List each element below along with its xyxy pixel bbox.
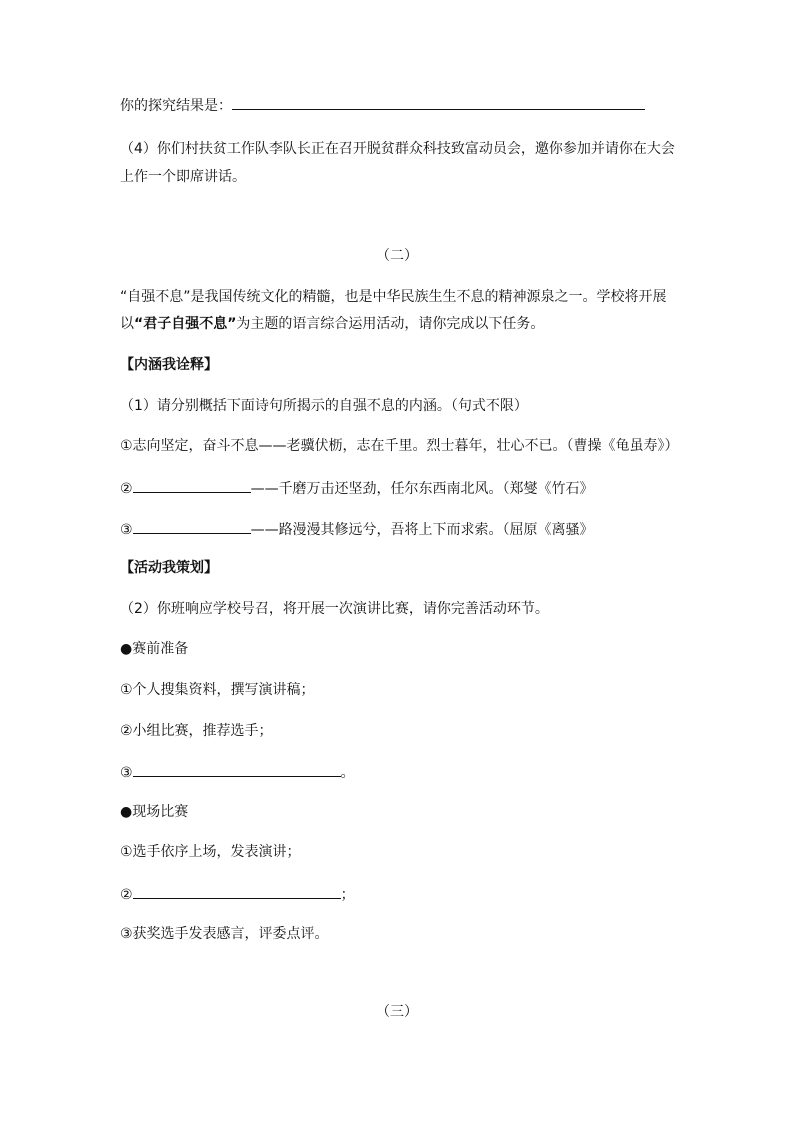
- prep-item-3-number: ③: [120, 765, 133, 781]
- live-title: ●现场比赛: [120, 804, 189, 820]
- live-item-2-answer-blank[interactable]: [133, 884, 341, 899]
- item-2-text: ——千磨万击还坚劲，任尔东西南北风。（郑燮《竹石》: [250, 481, 594, 497]
- live-item-2-end: ；: [340, 887, 355, 903]
- live-item-2: [120, 884, 355, 904]
- question-1-item-2: [120, 478, 594, 498]
- section-3-heading: （三）: [376, 1004, 418, 1020]
- live-item-3: ③获奖选手发表感言，评委点评。: [120, 926, 329, 942]
- prep-item-3: [120, 762, 355, 782]
- item-2-answer-blank[interactable]: [133, 478, 251, 493]
- intro-line-1: “自强不息”是我国传统文化的精髓，也是中华民族生生不息的精神源泉之一。学校将开展: [120, 289, 667, 305]
- question-1-item-1: ①志向坚定，奋斗不息——老骥伏枥，志在千里。烈士暮年，壮心不已。（曹操《龟虽寿》）: [120, 438, 679, 454]
- intro-prefix: 以: [120, 316, 134, 332]
- item-3-text: ——路漫漫其修远兮，吾将上下而求索。（屈原《离骚》: [250, 522, 594, 538]
- intro-line-2: [120, 315, 544, 333]
- prep-item-3-end: 。: [340, 765, 355, 781]
- part-2-title: 【活动我策划】: [120, 560, 218, 576]
- prep-item-3-answer-blank[interactable]: [133, 762, 341, 777]
- prep-item-2: ②小组比赛，推荐选手；: [120, 723, 273, 739]
- item-3-number: ③: [120, 522, 133, 538]
- result-label: 你的探究结果是：: [120, 98, 232, 114]
- result-line: [120, 95, 645, 115]
- question-1: （1）请分别概括下面诗句所揭示的自强不息的内涵。（句式不限）: [120, 398, 528, 414]
- live-item-1: ①选手依序上场，发表演讲；: [120, 844, 301, 860]
- result-answer-blank[interactable]: [232, 95, 645, 110]
- item-2-number: ②: [120, 481, 133, 497]
- live-item-2-number: ②: [120, 887, 133, 903]
- section-2-heading: （二）: [376, 248, 418, 264]
- question-2: （2）你班响应学校号召，将开展一次演讲比赛，请你完善活动环节。: [120, 601, 549, 617]
- intro-suffix: 为主题的语言综合运用活动，请你完成以下任务。: [236, 316, 545, 332]
- prep-title: ●赛前准备: [120, 641, 189, 657]
- question-4-line-2: 上作一个即席讲话。: [120, 169, 246, 185]
- prep-item-1: ①个人搜集资料，撰写演讲稿；: [120, 682, 315, 698]
- question-1-item-3: [120, 519, 594, 539]
- item-3-answer-blank[interactable]: [133, 519, 251, 534]
- part-1-title: 【内涵我诠释】: [120, 357, 218, 373]
- theme-quote: “君子自强不息”: [134, 316, 237, 332]
- question-4-line-1: （4）你们村扶贫工作队李队长正在召开脱贫群众科技致富动员会，邀你参加并请你在大会: [120, 141, 675, 157]
